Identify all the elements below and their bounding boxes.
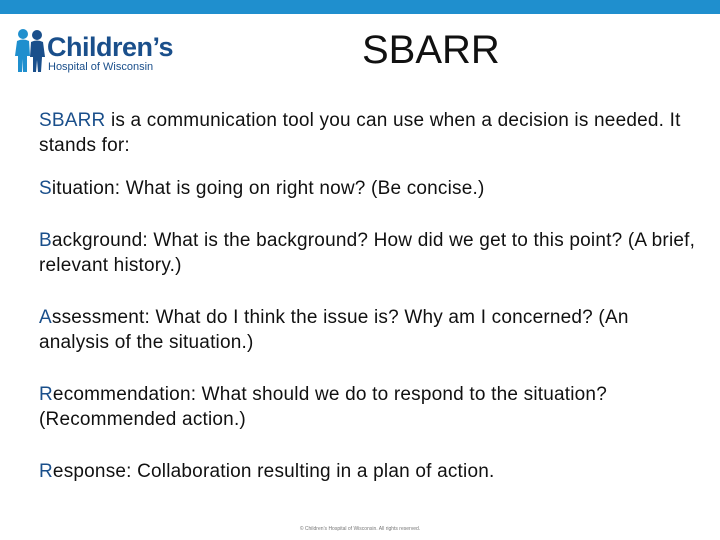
item-response [39, 459, 699, 484]
intro-paragraph [39, 108, 699, 158]
page-title: SBARR [362, 28, 500, 72]
item-assessment [39, 305, 699, 355]
item-situation [39, 176, 699, 201]
item-text: ackground: What is the background? How did we get to this point? (A brief, relevant history.) [39, 230, 696, 276]
item-text: esponse: Collaboration resulting in a plan of action. [52, 461, 495, 482]
copyright-footer: © Children’s Hospital of Wisconsin. All rights reserved. [299, 526, 421, 532]
item-letter: R [39, 384, 53, 405]
item-text: ssessment: What do I think the issue is? Why am I concerned? (An analysis of the situation.) [39, 307, 629, 353]
item-background [39, 228, 699, 278]
intro-lead: SBARR [39, 110, 106, 131]
logo [14, 28, 174, 78]
item-letter: R [39, 461, 53, 482]
item-text: ecommendation: What should we do to respond to the situation? (Recommended action.) [39, 384, 607, 430]
slide-body [39, 108, 699, 511]
top-accent-bar [0, 0, 720, 14]
logo-subtitle: Hospital of Wisconsin [48, 61, 154, 73]
item-recommendation [39, 382, 699, 432]
item-letter: S [39, 178, 52, 199]
logo-name: Children’s [47, 32, 174, 62]
item-text: ituation: What is going on right now? (Be concise.) [51, 178, 485, 199]
item-letter: A [39, 307, 52, 328]
children-figures-icon [14, 28, 48, 74]
intro-text: is a communication tool you can use when a decision is needed. It stands for: [39, 110, 681, 156]
item-letter: B [39, 230, 52, 251]
